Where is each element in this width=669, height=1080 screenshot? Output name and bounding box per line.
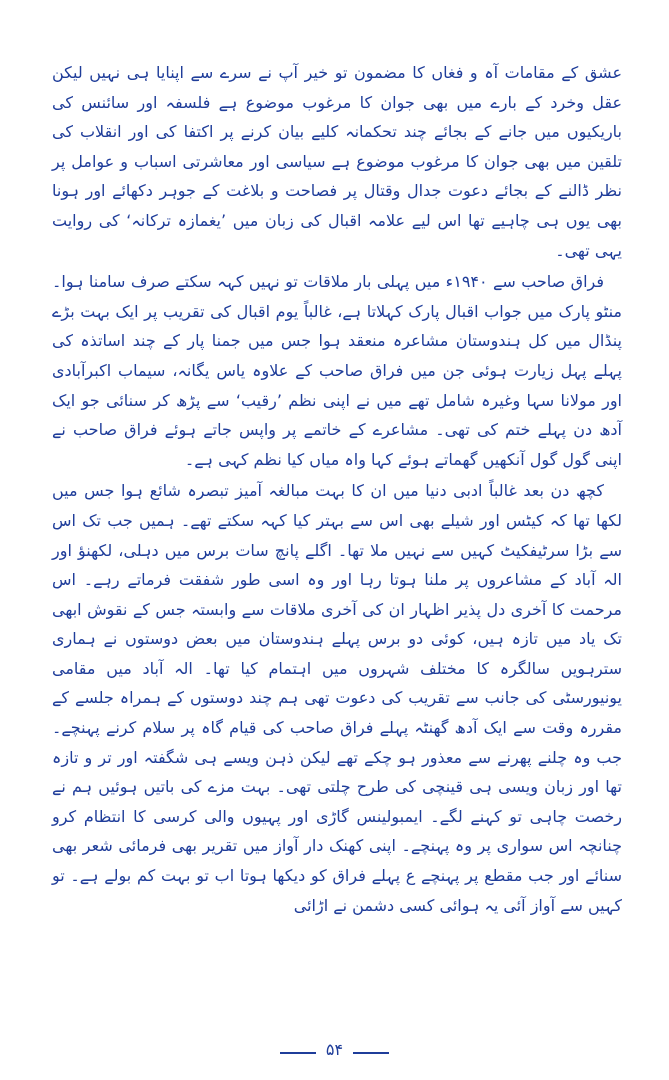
left-rule [280,1052,316,1054]
right-rule [353,1052,389,1054]
body-text [52,58,622,920]
paragraph: عشق کے مقامات آہ و فغاں کا مضمون تو خیر آپ نے سرے سے اپنایا ہی نہیں لیکن عقل وخرد کے بارے میں بھی جوان کا مرغوب موضوع ہے فلسفہ اور سائنس کی باریکیوں میں جانے کے بجائے چند تحکمانہ کلیے بیان کرنے پر اکتفا کی اور انقلاب کی تلقین میں بھی جوان کا مرغوب موضوع ہے سیاسی اور معاشرتی اسباب و عوامل پر نظر ڈالنے کے بجائے دعوت جدال وقتال پر فصاحت و بلاغت کے جوہر دکھائے اور ہونا بھی یوں ہی چاہیے تھا اس لیے علامہ اقبال کی زبان میں ’یغمازہ ترکانہ‘ کی روایت یہی تھی۔ [52,63,622,260]
paragraph: کچھ دن بعد غالباً ادبی دنیا میں ان کا بہت مبالغہ آمیز تبصرہ شائع ہوا جس میں لکھا تھا کہ کیٹس اور شیلے بھی اس سے بہتر کیا کہہ سکتے تھے۔ ہمیں جب تک اس سے بڑا سرٹیفکیٹ کہیں سے نہیں ملا تھا۔ اگلے پانچ سات برس میں دہلی، لکھنؤ اور الہ آباد کے مشاعروں پر ملنا ہوتا رہا اور وہ اسی طور شفقت فرماتے رہے۔ اس مرحمت کا آخری دل پذیر اظہار ان کی آخری ملاقات سے وابستہ جس کے نقوش ابھی تک یاد میں تازہ ہیں، کوئی دو برس پہلے ہندوستان میں بعض دوستوں نے ہماری سترہویں سالگرہ کا مختلف شہروں میں اہتمام کیا تھا۔ الہ آباد میں مقامی یونیورسٹی کی جانب سے تقریب کی دعوت تھی ہم چند دوستوں کے ہمراہ جلسے کے مقررہ وقت سے ایک آدھ گھنٹہ پہلے فراق صاحب کی قیام گاہ پر سلام کرنے پہنچے۔ جب وہ چلنے پھرنے سے معذور ہو چکے تھے لیکن ذہن ویسے ہی شگفتہ اور تر و تازہ تھا اور زبان ویسی ہی قینچی کی طرح چلتی تھی۔ بہت مزے کی باتیں ہوئیں ہم نے رخصت چاہی تو کہنے لگے۔ ایمبولینس گاڑی اور پہیوں والی کرسی کا انتظام کرو چنانچہ اس سواری پر وہ پہنچے۔ اپنی کھنک دار آواز میں تقریر بھی فرمائی شعر بھی سنائے اور جب مقطع پر پہنچے ع پہلے فراق کو دیکھا ہوتا اب تو بہت کم بولے ہے۔ تو کہیں سے آواز آئی یہ ہوائی کسی دشمن نے اڑائی [52,481,622,915]
paragraph: فراق صاحب سے ۱۹۴۰ء میں پہلی بار ملاقات تو نہیں کہہ سکتے صرف سامنا ہوا۔ منٹو پارک میں جواب اقبال پارک کہلاتا ہے، غالباً یوم اقبال کی تقریب پر ایک بہت بڑے پنڈال میں کل ہندوستان مشاعرہ منعقد ہوا جس میں جمنا پار کے چند اساتذہ کی پہلے پہل زیارت ہوئی جن میں فراق صاحب کے علاوہ یاس یگانہ، سیماب اکبرآبادی اور مولانا سہا وغیرہ شامل تھے میں نے اپنی نظم ’رقیب‘ سے پڑھ کر سنائی جو ایک آدھ دن پہلے ختم کی تھی۔ مشاعرے کے خاتمے پر واپس جاتے ہوئے فراق صاحب نے اپنی گول گول آنکھیں گھماتے ہوئے کہا واہ میاں کیا نظم کہی ہے۔ [52,272,622,469]
page-footer [0,1040,669,1059]
page-number: ۵۴ [325,1040,344,1059]
